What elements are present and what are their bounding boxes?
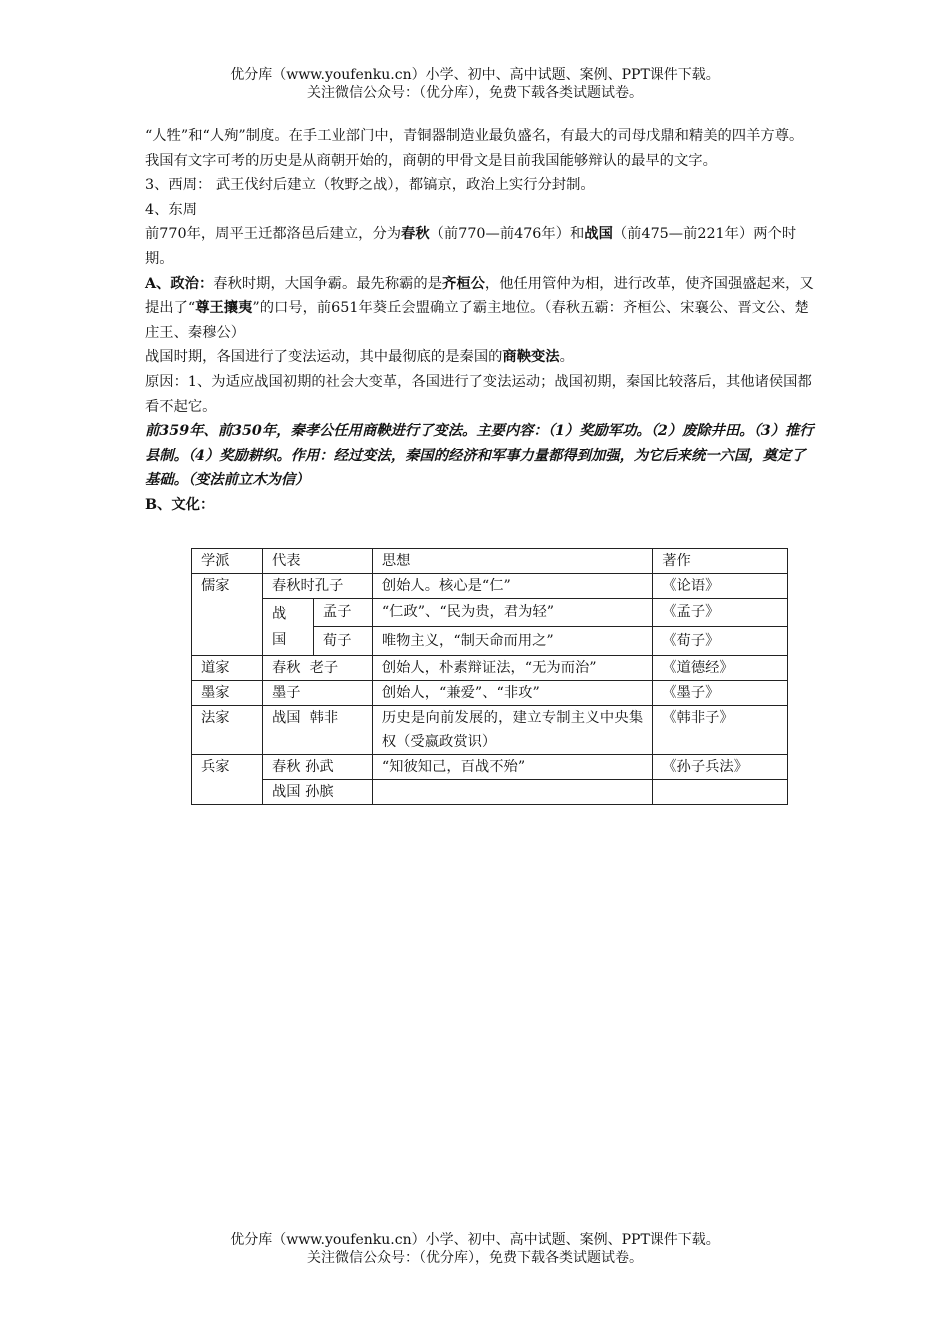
term-zunwang-rangyi: 尊王攘夷 <box>195 300 253 317</box>
work-cell-empty <box>653 780 788 805</box>
heading-eastern-zhou: 4、东周 <box>145 201 197 218</box>
thought-cell: 唯物主义，“制天命而用之” <box>372 627 652 656</box>
text-run: ”的口号，前651年葵丘会盟确立了霸主地位。（春秋五霸：齐桓公、宋襄公、晋文公、楚庄王、秦穆公） <box>145 300 809 341</box>
term-qi-huangong: 齐桓公 <box>442 275 485 292</box>
work-cell: 《道德经》 <box>653 656 788 681</box>
period-cell <box>262 599 313 656</box>
text-run: （前475—前221年）两个时期。 <box>145 226 797 267</box>
table-header-row <box>192 549 788 574</box>
table-row <box>192 599 788 627</box>
text-run: 春秋时期，大国争霸。最先称霸的是 <box>213 275 443 292</box>
school-fajia: 法家 <box>192 706 263 755</box>
table-row <box>192 780 788 805</box>
document-body <box>145 124 815 518</box>
work-cell: 《孙子兵法》 <box>653 755 788 780</box>
text-run: 。 <box>559 349 574 366</box>
rep-cell: 春秋 孙武 <box>262 755 372 780</box>
section-label-politics: A、政治： <box>145 275 214 292</box>
text-run: 前770年，周平王迁都洛邑后建立，分为 <box>145 226 402 243</box>
school-rujia <box>192 574 263 656</box>
term-shang-yang-reform: 商鞅变法 <box>502 349 560 366</box>
footer-line-2: 关注微信公众号：（优分库），免费下载各类试题试卷。 <box>307 1250 643 1266</box>
footer-line-1: 优分库（www.youfenku.cn）小学、初中、高中试题、案例、PPT课件下载。 <box>230 1232 720 1248</box>
header-line-2: 关注微信公众号：（优分库），免费下载各类试题试卷。 <box>307 85 643 101</box>
thought-cell-empty <box>372 780 652 805</box>
paragraph-eastern-zhou <box>145 222 815 271</box>
school-mojia: 墨家 <box>192 681 263 706</box>
table-row <box>192 656 788 681</box>
term-zhanguo: 战国 <box>584 226 613 243</box>
rep-cell: 战国 孙膑 <box>262 780 372 805</box>
paragraph-western-zhou: 3、西周： 武王伐纣后建立（牧野之战），都镐京，政治上实行分封制。 <box>145 177 595 194</box>
text-run: （前770—前476年）和 <box>429 226 585 243</box>
rep-cell: 墨子 <box>262 681 372 706</box>
rep-cell: 荀子 <box>313 627 372 656</box>
work-cell: 《荀子》 <box>653 627 788 656</box>
rep-cell: 春秋 老子 <box>262 656 372 681</box>
table-row <box>192 574 788 599</box>
paragraph-reasons: 原因：1、为适应战国初期的社会大变革，各国进行了变法运动；战国初期，秦国比较落后，其他诸侯国都看不起它。 <box>145 373 812 415</box>
paragraph-politics <box>145 272 815 346</box>
rep-cell: 春秋时孔子 <box>262 574 372 599</box>
work-cell: 《论语》 <box>653 574 788 599</box>
period-label: 战国 <box>271 606 287 648</box>
header-works: 著作 <box>653 549 788 574</box>
section-label-culture: B、文化： <box>145 496 215 513</box>
table-row <box>192 755 788 780</box>
thought-cell: 创始人。核心是“仁” <box>372 574 652 599</box>
page-header <box>0 66 950 102</box>
rep-cell: 战国 韩非 <box>262 706 372 755</box>
thought-cell: 历史是向前发展的，建立专制主义中央集权（受嬴政赏识） <box>372 706 652 755</box>
header-school: 学派 <box>192 549 263 574</box>
table-row <box>192 706 788 755</box>
work-cell: 《孟子》 <box>653 599 788 627</box>
page-footer <box>0 1231 950 1267</box>
school-bingjia: 兵家 <box>192 755 263 805</box>
thought-cell: “知彼知己，百战不殆” <box>372 755 652 780</box>
work-cell: 《韩非子》 <box>653 706 788 755</box>
text-run: ，他任用管仲为相，进行改革，使齐国强盛起来，又提出了“ <box>145 275 814 317</box>
work-cell: 《墨子》 <box>653 681 788 706</box>
paragraph-shang-culture: “人牲”和“人殉”制度。在手工业部门中，青铜器制造业最负盛名，有最大的司母戊鼎和精美的四羊方尊。我国有文字可考的历史是从商朝开始的，商朝的甲骨文是目前我国能够辩认的最早的文字。 <box>145 128 804 169</box>
thought-cell: “仁政”、“民为贵，君为轻” <box>372 599 652 627</box>
thought-cell: 创始人，“兼爱”、“非攻” <box>372 681 652 706</box>
school-daojia: 道家 <box>192 656 263 681</box>
rep-cell: 孟子 <box>313 599 372 627</box>
paragraph-reform <box>145 345 815 370</box>
header-line-1: 优分库（www.youfenku.cn）小学、初中、高中试题、案例、PPT课件下载。 <box>230 67 720 83</box>
paragraph-reform-content: 前359年、前350年，秦孝公任用商鞅进行了变法。主要内容：（1）奖励军功。（2）废除井田。（3）推行县制。（4）奖励耕织。作用：经过变法，秦国的经济和军事力量都得到加强，为它后来统一六国，奠定了基础。（变法前立木为信） <box>145 423 814 489</box>
schools-of-thought-table <box>191 548 788 805</box>
school-rujia-label: 儒家 <box>201 578 230 594</box>
text-run: 战国时期，各国进行了变法运动，其中最彻底的是秦国的 <box>145 349 503 366</box>
header-representative: 代表 <box>262 549 372 574</box>
table-row <box>192 681 788 706</box>
term-chunqiu: 春秋 <box>401 226 430 243</box>
thought-cell: 创始人，朴素辩证法，“无为而治” <box>372 656 652 681</box>
header-thought: 思想 <box>372 549 652 574</box>
